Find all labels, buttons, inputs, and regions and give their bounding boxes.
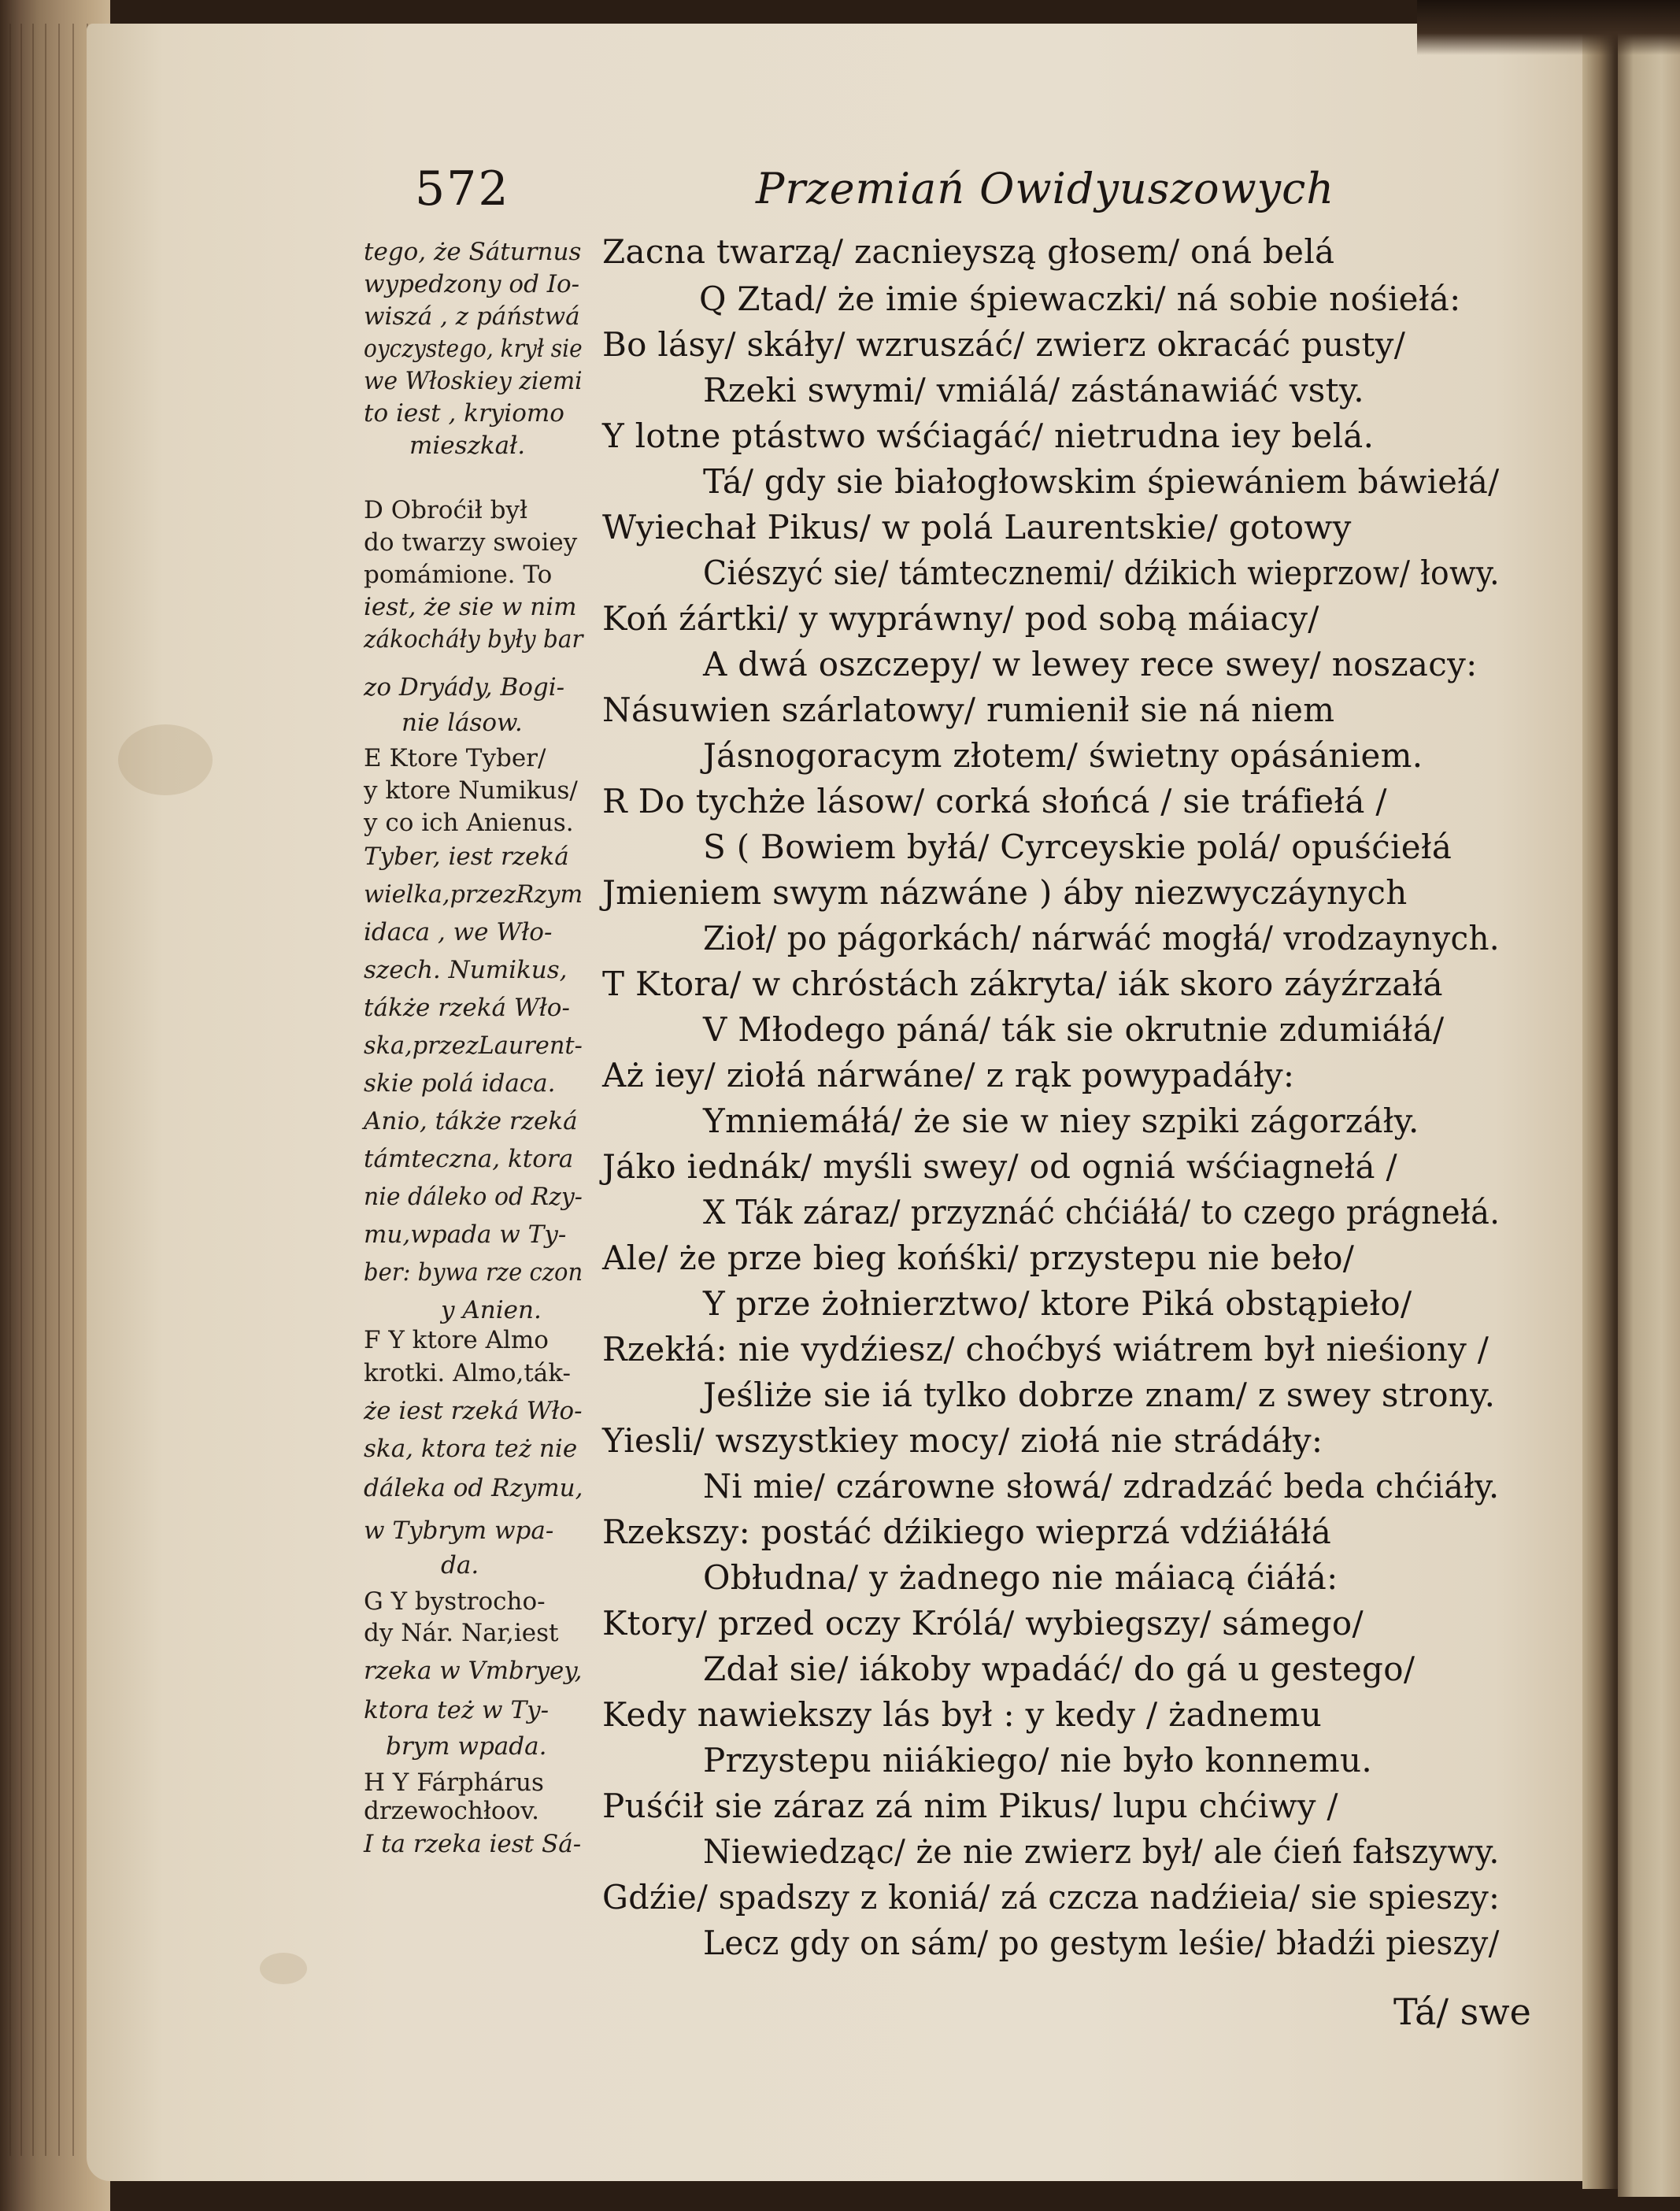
margin-note-line: szech. Numikus,: [364, 956, 568, 984]
verse-line: Gdźie/ spadszy z koniá/ zá czcza nadźieia/ sie spieszy:: [602, 1878, 1501, 1917]
margin-note-line: ber: bywa rze czon: [364, 1258, 583, 1287]
margin-note-line: ktora też w Ty-: [364, 1696, 550, 1724]
margin-note-line: G Y bystrocho-: [364, 1587, 546, 1616]
page-number: 572: [415, 161, 510, 217]
margin-note-line: tego, że Sáturnus: [364, 238, 582, 266]
margin-note-line: F Y ktore Almo: [364, 1326, 549, 1354]
facing-page-edge: [1618, 24, 1680, 2197]
verse-line: Tá/ gdy sie białogłowskim śpiewániem báwiełá/: [703, 462, 1500, 501]
margin-note-line: Anio, tákże rzeká: [364, 1107, 578, 1135]
verse-line: Násuwien szárlatowy/ rumienił sie ná niem: [602, 691, 1335, 729]
verse-line: Zioł/ po págorkách/ nárwáć mogłá/ vrodzaynych.: [703, 919, 1500, 957]
margin-note-line: dáleka od Rzymu,: [364, 1474, 583, 1502]
verse-line: Jmieniem swym názwáne ) áby niezwyczáynych: [602, 873, 1408, 912]
margin-note-line: ska,przezLaurent-: [364, 1031, 583, 1060]
paper-stain: [260, 1953, 307, 1984]
verse-line: Koń źártki/ y wypráwny/ pod sobą máiacy/: [602, 599, 1319, 638]
verse-line: Yiesli/ wszystkiey mocy/ ziołá nie strádáły:: [602, 1421, 1323, 1460]
verse-line: Obłudna/ y żadnego nie máiacą ćiáłá:: [703, 1558, 1338, 1597]
verse-line: Niewiedząc/ że nie zwierz był/ ale ćień fałszywy.: [703, 1832, 1500, 1871]
margin-note-line: oyczystego, krył sie: [364, 335, 583, 363]
margin-note-line: nie dáleko od Rzy-: [364, 1183, 583, 1211]
verse-line: Rzekłá: nie vydźiesz/ choćbyś wiátrem był nieśiony /: [602, 1330, 1489, 1368]
margin-note-line: y Anien.: [441, 1296, 542, 1324]
margin-note-line: dy Nár. Nar,iest: [364, 1619, 559, 1647]
margin-note-line: H Y Fárphárus: [364, 1768, 544, 1797]
verse-line: Bo lásy/ skáły/ wzruszáć/ zwierz okracáć pusty/: [602, 325, 1406, 364]
verse-line: X Ták záraz/ przyznáć chćiáłá/ to czego prágnełá.: [703, 1193, 1501, 1231]
verse-line: Ktory/ przed oczy Królá/ wybiegszy/ sámego/: [602, 1604, 1364, 1643]
verse-line: T Ktora/ w chróstách zákryta/ iák skoro záyźrzałá: [602, 965, 1443, 1003]
margin-note-line: zákocháły były bar: [364, 625, 583, 654]
margin-note-line: to iest , kryiomo: [364, 399, 564, 428]
verse-line: Zdał sie/ iákoby wpadáć/ do gá u gestego/: [703, 1650, 1415, 1688]
margin-note-line: y ktore Numikus/: [364, 776, 578, 805]
verse-line: Rzeki swymi/ vmiálá/ zástánawiáć vsty.: [703, 371, 1364, 409]
verse-line: Jásnogoracym złotem/ świetny opásániem.: [703, 736, 1423, 775]
margin-note-line: wypedzony od Io-: [364, 270, 580, 298]
margin-note-line: támteczna, ktora: [364, 1145, 574, 1173]
margin-note-line: skie polá idaca.: [364, 1069, 556, 1098]
verse-line: Ymniemáłá/ że sie w niey szpiki zágorzáły.: [703, 1102, 1419, 1140]
margin-note-line: ska, ktora też nie: [364, 1435, 578, 1463]
margin-note-line: tákże rzeká Wło-: [364, 994, 570, 1022]
margin-note-line: mieszkał.: [409, 431, 526, 460]
margin-note-line: iest, że sie w nim: [364, 593, 577, 621]
margin-note-line: da.: [441, 1551, 479, 1580]
margin-note-line: I ta rzeka iest Sá-: [364, 1830, 582, 1858]
verse-line: Jáko iednák/ myśli swey/ od ogniá wśćiagnełá /: [602, 1147, 1397, 1186]
margin-note-line: zo Dryády, Bogi-: [364, 673, 565, 702]
verse-line: Rzekszy: postáć dźikiego wieprzá vdźiáłáłá: [602, 1513, 1332, 1551]
verse-line: Kedy nawiekszy lás był : y kedy / żadnemu: [602, 1695, 1323, 1734]
paper-stain: [118, 724, 213, 795]
verse-line: V Młodego páná/ ták sie okrutnie zdumiáłá/: [703, 1010, 1445, 1049]
verse-line: Puśćił sie záraz zá nim Pikus/ lupu chćiwy /: [602, 1787, 1338, 1825]
margin-note-line: w Tybrym wpa-: [364, 1517, 554, 1545]
margin-note-line: D Obroćił był: [364, 496, 528, 524]
margin-note-line: wiszá , z páństwá: [364, 302, 580, 331]
margin-note-line: idaca , we Wło-: [364, 918, 553, 946]
catchword: Tá/ swe: [1393, 1991, 1531, 2033]
margin-note-line: drzewochłoov.: [364, 1797, 539, 1825]
verse-line: Jeśliże sie iá tylko dobrze znam/ z swey strony.: [703, 1376, 1496, 1414]
margin-note-line: pomámione. To: [364, 561, 553, 589]
margin-note-line: że iest rzeká Wło-: [364, 1397, 583, 1425]
verse-line: A dwá oszczepy/ w lewey rece swey/ noszacy:: [703, 645, 1478, 683]
verse-line: Aż iey/ ziołá nárwáne/ z rąk powypadáły:: [602, 1056, 1295, 1094]
margin-note-line: brym wpada.: [386, 1732, 547, 1761]
verse-line: Wyiechał Pikus/ w polá Laurentskie/ gotowy: [602, 508, 1352, 546]
margin-note-line: mu,wpada w Ty-: [364, 1220, 567, 1249]
verse-line: Y lotne ptástwo wśćiagáć/ nietrudna iey belá.: [602, 417, 1375, 455]
binding-shadow: [1417, 0, 1680, 55]
margin-note-line: we Włoskiey ziemi: [364, 367, 583, 395]
verse-line: Ale/ że prze bieg końśki/ przystepu nie beło/: [602, 1239, 1355, 1277]
verse-line: S ( Bowiem byłá/ Cyrceyskie polá/ opuśćiełá: [703, 828, 1452, 866]
verse-line: Ni mie/ czárowne słowá/ zdradzáć beda chćiáły.: [703, 1467, 1500, 1505]
margin-note-line: nie lásow.: [401, 709, 523, 737]
margin-note-line: Tyber, iest rzeká: [364, 843, 569, 871]
verse-line: Zacna twarzą/ zacnieyszą głosem/ oná belá: [602, 232, 1335, 271]
margin-note-line: y co ich Anienus.: [364, 809, 574, 837]
verse-line: Y prze żołnierztwo/ ktore Piká obstąpieło/: [703, 1284, 1412, 1323]
verse-line: Przystepu niiákiego/ nie było konnemu.: [703, 1741, 1373, 1780]
margin-note-line: do twarzy swoiey: [364, 528, 578, 557]
margin-note-line: E Ktore Tyber/: [364, 744, 546, 772]
verse-line: Q Ztad/ że imie śpiewaczki/ ná sobie nośiełá:: [699, 280, 1461, 318]
verse-line: Lecz gdy on sám/ po gestym leśie/ bładźi pieszy/: [703, 1924, 1500, 1962]
verse-line: Ciészyć sie/ támtecznemi/ dźikich wieprzow/ łowy.: [703, 554, 1500, 592]
margin-note-line: rzeka w Vmbryey,: [364, 1657, 583, 1685]
margin-note-line: krotki. Almo,ták-: [364, 1359, 572, 1387]
verse-line: R Do tychże lásow/ corká słońcá / sie tráfiełá /: [602, 782, 1387, 820]
margin-note-line: wielka,przezRzym: [364, 880, 583, 909]
running-title: Przemiań Owidyuszowych: [756, 164, 1335, 213]
